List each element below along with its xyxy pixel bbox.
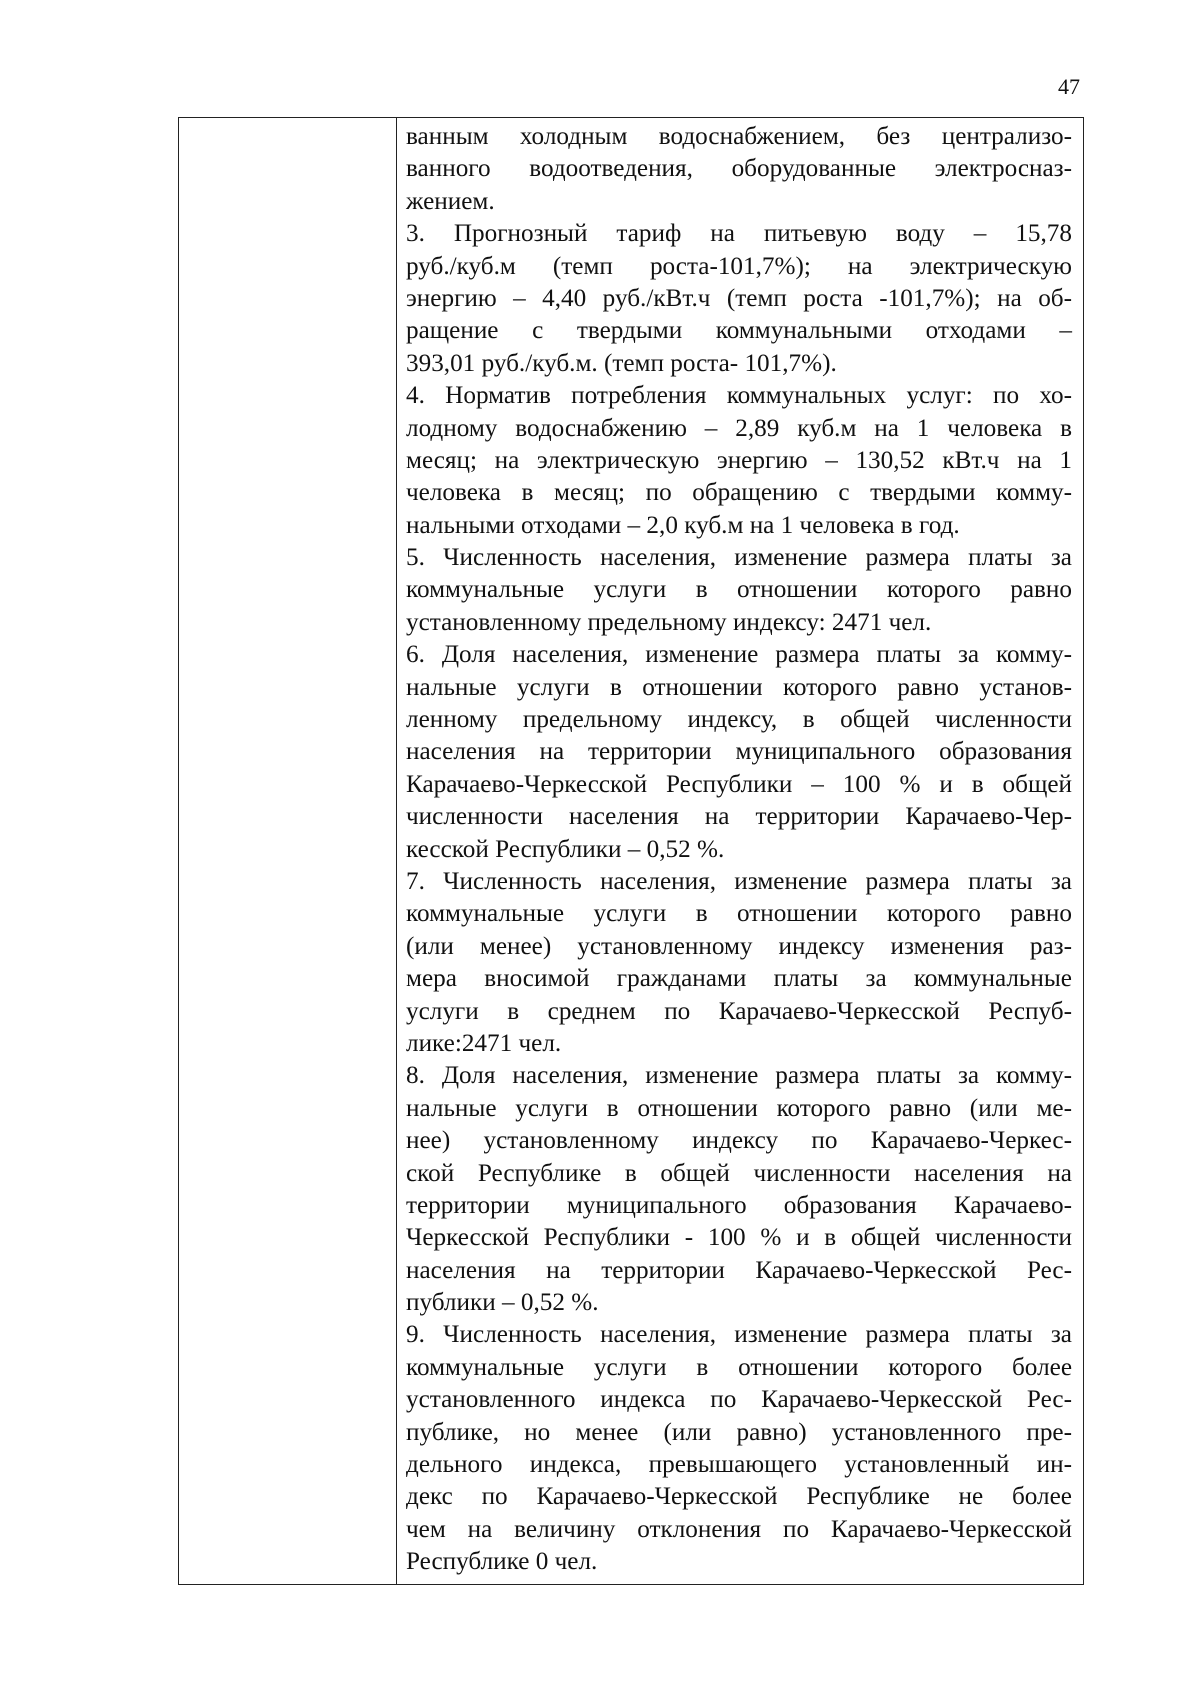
text-line: Карачаево-Черкесской Республики – 100 % и в общей [406, 770, 1072, 798]
page-number: 47 [1058, 74, 1080, 99]
text-line: лике:2471 чел. [406, 1029, 562, 1057]
document-table [178, 117, 1084, 1585]
text-line: кесской Республики – 0,52 %. [406, 835, 725, 863]
text-line: нее) установленному индексу по Карачаево-Черкес- [406, 1127, 1072, 1155]
text-line: численности населения на территории Карачаево-Чер- [406, 803, 1072, 831]
text-line: населения на территории муниципального образования [406, 738, 1072, 766]
text-line: 6. Доля населения, изменение размера платы за комму- [406, 641, 1072, 669]
text-line: мера вносимой гражданами платы за коммунальные [406, 965, 1072, 993]
text-line: (или менее) установленному индексу изменения раз- [406, 932, 1072, 960]
text-cell [397, 118, 1083, 1584]
text-line: 8. Доля населения, изменение размера платы за комму- [406, 1062, 1072, 1090]
text-line: жением. [406, 187, 495, 215]
text-line: коммунальные услуги в отношении которого равно [406, 900, 1072, 928]
text-line: ленному предельному индексу, в общей численности [406, 706, 1072, 734]
text-line: декс по Карачаево-Черкесской Республике не более [406, 1483, 1072, 1511]
text-line: территории муниципального образования Карачаево- [406, 1191, 1072, 1219]
text-line: дельного индекса, превышающего установленный ин- [406, 1451, 1072, 1479]
text-line: человека в месяц; по обращению с твердыми комму- [406, 479, 1072, 507]
text-line: ской Республике в общей численности населения на [406, 1159, 1072, 1187]
text-line: услуги в среднем по Карачаево-Черкесской Респуб- [406, 997, 1072, 1025]
text-line: установленному предельному индексу: 2471 чел. [406, 608, 932, 636]
text-line: нальные услуги в отношении которого равно (или ме- [406, 1094, 1072, 1122]
text-line: коммунальные услуги в отношении которого равно [406, 576, 1072, 604]
text-line: коммунальные услуги в отношении которого более [406, 1353, 1072, 1381]
text-line: 4. Норматив потребления коммунальных услуг: по хо- [406, 382, 1072, 410]
text-line: лодному водоснабжению – 2,89 куб.м на 1 человека в [406, 414, 1072, 442]
text-line: чем на величину отклонения по Карачаево-Черкесской [406, 1515, 1072, 1543]
text-line: 9. Численность населения, изменение размера платы за [406, 1321, 1072, 1349]
text-line: публике, но менее (или равно) установленного пре- [406, 1418, 1072, 1446]
text-line: ванного водоотведения, оборудованные электросназ- [406, 155, 1072, 183]
text-line: населения на территории Карачаево-Черкесской Рес- [406, 1256, 1072, 1284]
text-line: нальные услуги в отношении которого равно установ- [406, 673, 1072, 701]
text-line: Черкесской Республики - 100 % и в общей численности [406, 1224, 1072, 1252]
text-line: Республике 0 чел. [406, 1548, 598, 1576]
empty-left-cell [179, 118, 397, 1584]
text-line: энергию – 4,40 руб./кВт.ч (темп роста -101,7%); на об- [406, 284, 1072, 312]
text-line: публики – 0,52 %. [406, 1289, 599, 1317]
text-line: ращение с твердыми коммунальными отходами – [406, 317, 1072, 345]
text-line: ванным холодным водоснабжением, без централизо- [406, 123, 1072, 150]
text-line: установленного индекса по Карачаево-Черкесской Рес- [406, 1386, 1072, 1414]
text-line: руб./куб.м (темп роста-101,7%); на электрическую [406, 252, 1072, 280]
text-line: 3. Прогнозный тариф на питьевую воду – 15,78 [406, 220, 1072, 248]
text-line: 5. Численность населения, изменение размера платы за [406, 544, 1072, 572]
text-line: 7. Численность населения, изменение размера платы за [406, 867, 1072, 895]
text-line: месяц; на электрическую энергию – 130,52 кВт.ч на 1 [406, 446, 1072, 474]
text-line: нальными отходами – 2,0 куб.м на 1 человека в год. [406, 511, 960, 539]
text-line: 393,01 руб./куб.м. (темп роста- 101,7%). [406, 349, 837, 377]
